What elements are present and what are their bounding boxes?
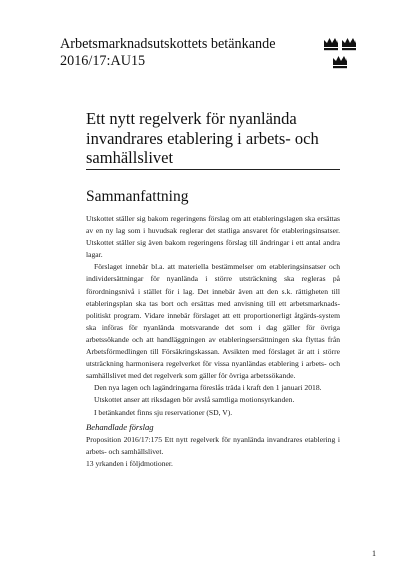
committee-name: Arbetsmarknadsutskottets betänkande	[60, 36, 276, 52]
summary-heading: Sammanfattning	[86, 188, 189, 205]
three-crowns-icon	[322, 36, 358, 72]
summary-paragraph: I betänkandet finns sju reservationer (SD, V).	[94, 407, 233, 417]
summary-paragraph: Den nya lagen och lagändringarna föreslås träda i kraft den 1 januari 2018.	[94, 383, 322, 393]
page-number: 1	[372, 549, 376, 558]
proposition-text: Proposition 2016/17:175 Ett nytt regelverk för nyanlända invandrares etablering i arbets- och samhällslivet.	[86, 435, 340, 457]
title-line-1: Ett nytt regelverk för nyanlända	[86, 109, 297, 128]
handled-proposal-body	[86, 434, 340, 470]
report-title	[86, 109, 336, 168]
handled-proposal-heading: Behandlade förslag	[86, 422, 154, 432]
title-divider	[86, 169, 340, 170]
report-number: 2016/17:AU15	[60, 53, 146, 69]
summary-paragraph: Förslaget innebär bl.a. att materiella bestämmelser om etableringsinsatser och individersättningar för nyanlända i större utsträckning ska regleras på förordningsnivå i stället för i lag. Det innebär även att den s.k. rättigheten till etableringsplan ska tas bort och ersättas med anvisning till ett arbetsmarknads-politiskt program. Vidare innebär förslaget att ett proportionerligt åtgärds-system ska införas för nyanlända motsvarande det som i dag gäller för övriga arbetssökande och att handläggningen av etableringsersättningen ska flyttas från Arbetsförmedlingen till Försäkringskassan. Avsikten med förslaget är att i större utsträckning harmonisera regelverket för vissa nyanländas etablering i arbets- och samhällslivet med det regelverk som gäller för övriga arbetssökande.	[86, 262, 340, 381]
summary-paragraph: Utskottet anser att riksdagen bör avslå samtliga motionsyrkanden.	[94, 395, 295, 405]
committee-header	[60, 36, 310, 70]
summary-body	[86, 213, 340, 419]
title-line-3: samhällslivet	[86, 148, 174, 167]
motions-text: 13 yrkanden i följdmotioner.	[86, 459, 173, 469]
summary-paragraph: Utskottet ställer sig bakom regeringens förslag om att etableringslagen ska ersättas av en ny lag som i huvudsak reglerar det statliga ansvaret för etableringsinsatser. Utskottet ställer sig även bakom regeringens förslag till ändringar i ett antal andra lagar.	[86, 214, 340, 260]
title-line-2: invandrares etablering i arbets- och	[86, 128, 319, 148]
